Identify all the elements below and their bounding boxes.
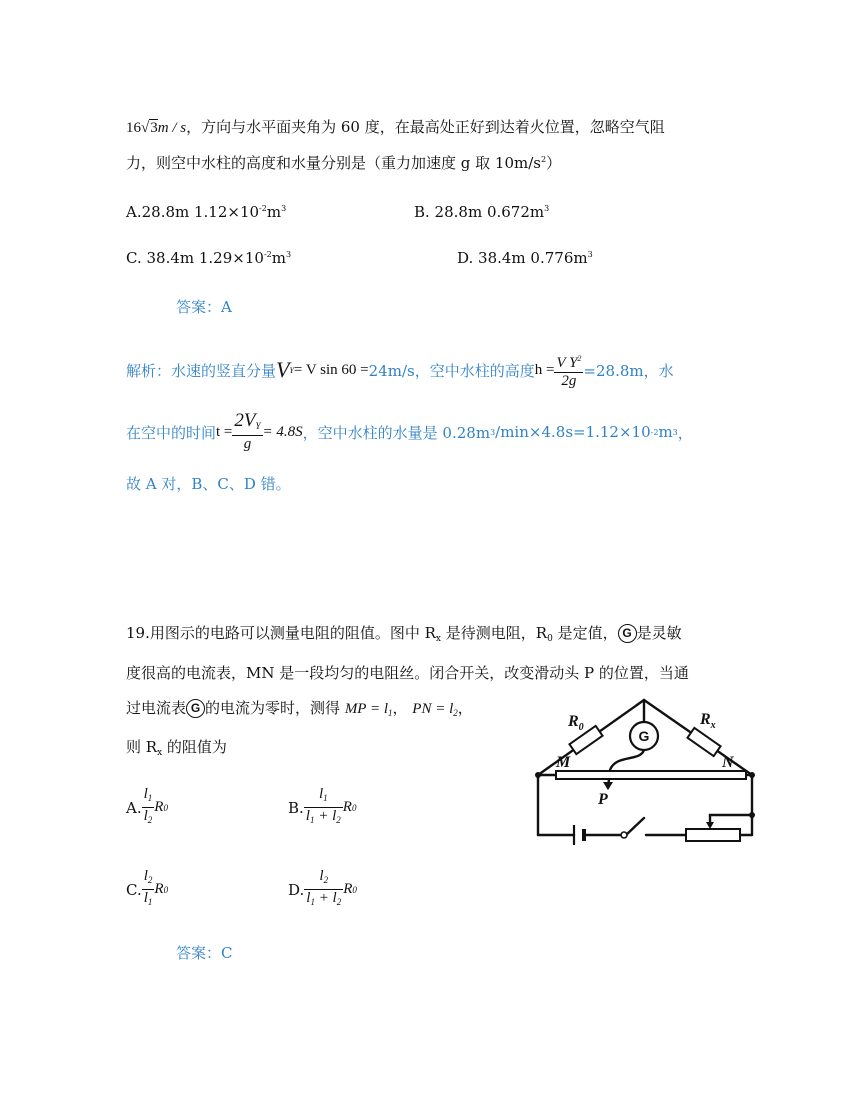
frac-den-plus: + l bbox=[314, 808, 337, 824]
r0-symbol: R bbox=[342, 799, 352, 815]
n-label: N bbox=[722, 754, 734, 771]
water-sup2: -2 bbox=[650, 427, 659, 437]
option-d-text: D. 38.4m 0.776m bbox=[457, 249, 588, 267]
q19-line4-b: 的阻值为 bbox=[162, 738, 227, 756]
frac-den-sub: 1 bbox=[310, 897, 315, 907]
r0-sub: 0 bbox=[352, 884, 357, 895]
frac-num-sub: 1 bbox=[323, 793, 328, 803]
q16-option-c bbox=[126, 249, 291, 267]
h-value: =28.8m，水 bbox=[583, 361, 674, 380]
q19-line1-b: 是待测电阻，R bbox=[441, 624, 548, 642]
analysis-line1 bbox=[126, 342, 674, 398]
vy-sub: Y bbox=[289, 365, 294, 375]
option-d-unit-exp: 3 bbox=[587, 250, 593, 259]
option-a-unit: m bbox=[266, 203, 282, 221]
r0-symbol: R bbox=[154, 881, 164, 897]
q16-option-a bbox=[126, 203, 286, 221]
option-a-exp: -2 bbox=[259, 204, 267, 213]
q19-line3-a: 过电流表 bbox=[126, 699, 187, 717]
t-num-sub: Y bbox=[255, 420, 261, 431]
galvanometer-icon: G bbox=[186, 699, 205, 718]
water-sup1: 3 bbox=[490, 427, 496, 437]
frac-den-sub2: 2 bbox=[336, 815, 341, 825]
mp-sub: 1 bbox=[388, 708, 393, 718]
frac-num: l bbox=[318, 786, 324, 802]
q16-line2-text: 力，则空中水柱的高度和水量分别是（重力加速度 g 取 10m/s bbox=[126, 154, 541, 172]
r0-sub: 0 bbox=[351, 802, 357, 813]
rheostat bbox=[686, 829, 740, 841]
q19-line4-sub: x bbox=[157, 748, 163, 758]
slider-arrow-p bbox=[603, 782, 613, 790]
water-sup3: 3 bbox=[672, 427, 678, 437]
q16-option-b bbox=[414, 203, 549, 221]
q16-line1-text: ，方向与水平面夹角为 60 度，在最高处正好到达着火位置，忽略空气阻 bbox=[186, 118, 665, 136]
option-d-letter: D. bbox=[288, 880, 305, 899]
q19-option-b bbox=[288, 786, 356, 829]
q19-line2: 度很高的电流表，MN 是一段均匀的电阻丝。闭合开关，改变滑动头 P 的位置，当通 bbox=[126, 664, 689, 682]
speed-root: 3 bbox=[150, 120, 158, 136]
vy-equation: = V sin 60 = bbox=[293, 361, 369, 378]
junction-m bbox=[535, 772, 541, 778]
rx-label: $R_x$ bbox=[700, 711, 716, 731]
q19-line1-c: 是定值， bbox=[552, 624, 618, 642]
q19-answer: 答案：C bbox=[176, 944, 233, 962]
rheostat-slider bbox=[710, 815, 752, 824]
q19-line4-a: 则 R bbox=[126, 738, 158, 756]
option-a-text: A.28.8m 1.12×10 bbox=[126, 203, 260, 221]
r0-sub: 0 bbox=[163, 802, 168, 813]
q16-option-d bbox=[457, 249, 593, 267]
frac-num: l bbox=[319, 868, 324, 884]
h-label: h = bbox=[534, 361, 555, 378]
analysis-line2-prefix: 在空中的时间 bbox=[126, 423, 217, 442]
option-c-fraction bbox=[142, 868, 155, 911]
frac-num: l bbox=[143, 868, 148, 884]
pn-sub: 2 bbox=[453, 708, 458, 718]
rheostat-arrow bbox=[706, 822, 714, 829]
q19-line3-b: 的电流为零时，测得 bbox=[205, 699, 341, 717]
wire-g-to-p bbox=[608, 750, 644, 788]
option-c-unit: m bbox=[271, 249, 286, 267]
frac-den-plus: + l bbox=[314, 890, 337, 906]
p-label: P bbox=[598, 791, 608, 808]
option-a-unit-exp: 3 bbox=[281, 204, 287, 213]
junction-rheostat bbox=[749, 812, 755, 818]
frac-num-sub: 1 bbox=[147, 793, 153, 803]
option-d-fraction bbox=[304, 868, 343, 911]
q19-line1 bbox=[126, 622, 682, 644]
h-fraction bbox=[554, 350, 583, 390]
water-volume-text2: /min×4.8s=1.12×10 bbox=[495, 423, 651, 441]
h-num-sup: 2 bbox=[577, 354, 582, 363]
frac-num-sub: 2 bbox=[323, 875, 329, 885]
frac-den-sub2: 2 bbox=[336, 897, 342, 907]
vy-symbol: V bbox=[276, 357, 290, 382]
h-numerator: V Y bbox=[556, 355, 578, 371]
galvanometer-label: G bbox=[638, 728, 650, 744]
q19-line3-end: ， bbox=[457, 699, 473, 717]
frac-den: l bbox=[305, 808, 310, 824]
q19-option-d bbox=[288, 868, 357, 911]
option-c-text: C. 38.4m 1.29×10 bbox=[126, 249, 264, 267]
q19-line3 bbox=[126, 697, 473, 718]
frac-den: l bbox=[143, 890, 148, 906]
option-c-letter: C. bbox=[126, 880, 142, 899]
frac-num: l bbox=[143, 786, 148, 802]
q16-line2-end: ） bbox=[546, 154, 562, 172]
mp-expression: MP = l bbox=[344, 701, 388, 717]
frac-den-sub: 1 bbox=[309, 815, 315, 825]
option-b-text: B. 28.8m 0.672m bbox=[414, 203, 545, 221]
pn-expression: PN = l bbox=[412, 701, 454, 717]
speed-coefficient: 16 bbox=[126, 120, 141, 136]
option-a-fraction bbox=[142, 786, 155, 829]
junction-n bbox=[749, 772, 755, 778]
m-label: M bbox=[556, 754, 571, 771]
water-volume-text: ，空中水柱的水量是 0.28m bbox=[302, 423, 491, 442]
q19-sub-x: x bbox=[435, 634, 441, 644]
switch-blade bbox=[626, 818, 644, 835]
q16-line2-sup: 2 bbox=[540, 155, 547, 164]
water-volume-unit: m bbox=[658, 423, 673, 441]
q19-line1-a: 19.用图示的电路可以测量电阻的阻值。图中 R bbox=[126, 624, 436, 642]
r0-symbol: R bbox=[154, 799, 164, 815]
frac-den-sub: 1 bbox=[147, 897, 153, 907]
option-a-letter: A. bbox=[126, 798, 142, 817]
q19-option-c bbox=[126, 868, 168, 911]
q19-sep: ， bbox=[392, 699, 408, 717]
t-label: t = bbox=[216, 423, 233, 440]
switch-contact bbox=[621, 832, 627, 838]
analysis-prefix: 解析：水速的竖直分量 bbox=[126, 361, 277, 380]
h-denominator: 2g bbox=[561, 373, 577, 389]
circuit-diagram bbox=[528, 690, 768, 850]
r0-symbol: R bbox=[343, 881, 353, 897]
frac-den-sub: 2 bbox=[147, 815, 153, 825]
analysis-line2-end: ， bbox=[677, 423, 693, 442]
resistor-r0 bbox=[569, 726, 602, 754]
t-fraction bbox=[232, 409, 262, 453]
q16-line2 bbox=[126, 152, 561, 173]
frac-num-sub: 2 bbox=[147, 875, 153, 885]
t-numerator: 2V bbox=[234, 409, 256, 431]
frac-den: l bbox=[143, 808, 148, 824]
option-b-fraction bbox=[304, 786, 343, 829]
q19-line1-d: 是灵敏 bbox=[636, 624, 682, 642]
q19-line4 bbox=[126, 736, 227, 758]
option-b-unit-exp: 3 bbox=[544, 204, 550, 213]
vy-value: 24m/s，空中水柱的高度 bbox=[368, 361, 535, 380]
t-denominator: g bbox=[243, 435, 252, 452]
q19-option-a bbox=[126, 786, 168, 829]
resistance-wire-mn bbox=[556, 771, 746, 779]
r0-sub: 0 bbox=[163, 884, 169, 895]
option-c-unit-exp: 3 bbox=[285, 250, 292, 259]
t-value: = 4.8S bbox=[262, 423, 303, 440]
q16-answer: 答案：A bbox=[176, 298, 232, 316]
option-c-exp: -2 bbox=[263, 250, 272, 259]
resistor-rx bbox=[687, 728, 720, 756]
frac-den: l bbox=[306, 890, 311, 906]
q19-sub-0: 0 bbox=[547, 634, 553, 644]
galvanometer-icon: G bbox=[618, 624, 637, 643]
analysis-line3: 故 A 对，B、C、D 错。 bbox=[126, 475, 291, 493]
speed-unit: m / s bbox=[157, 120, 187, 136]
option-b-letter: B. bbox=[288, 798, 304, 817]
analysis-line2 bbox=[126, 406, 693, 458]
q16-line1: 16√3m / s，方向与水平面夹角为 60 度，在最高处正好到达着火位置，忽略空气阻 bbox=[126, 118, 665, 136]
r0-label: $R_0$ bbox=[568, 713, 584, 733]
